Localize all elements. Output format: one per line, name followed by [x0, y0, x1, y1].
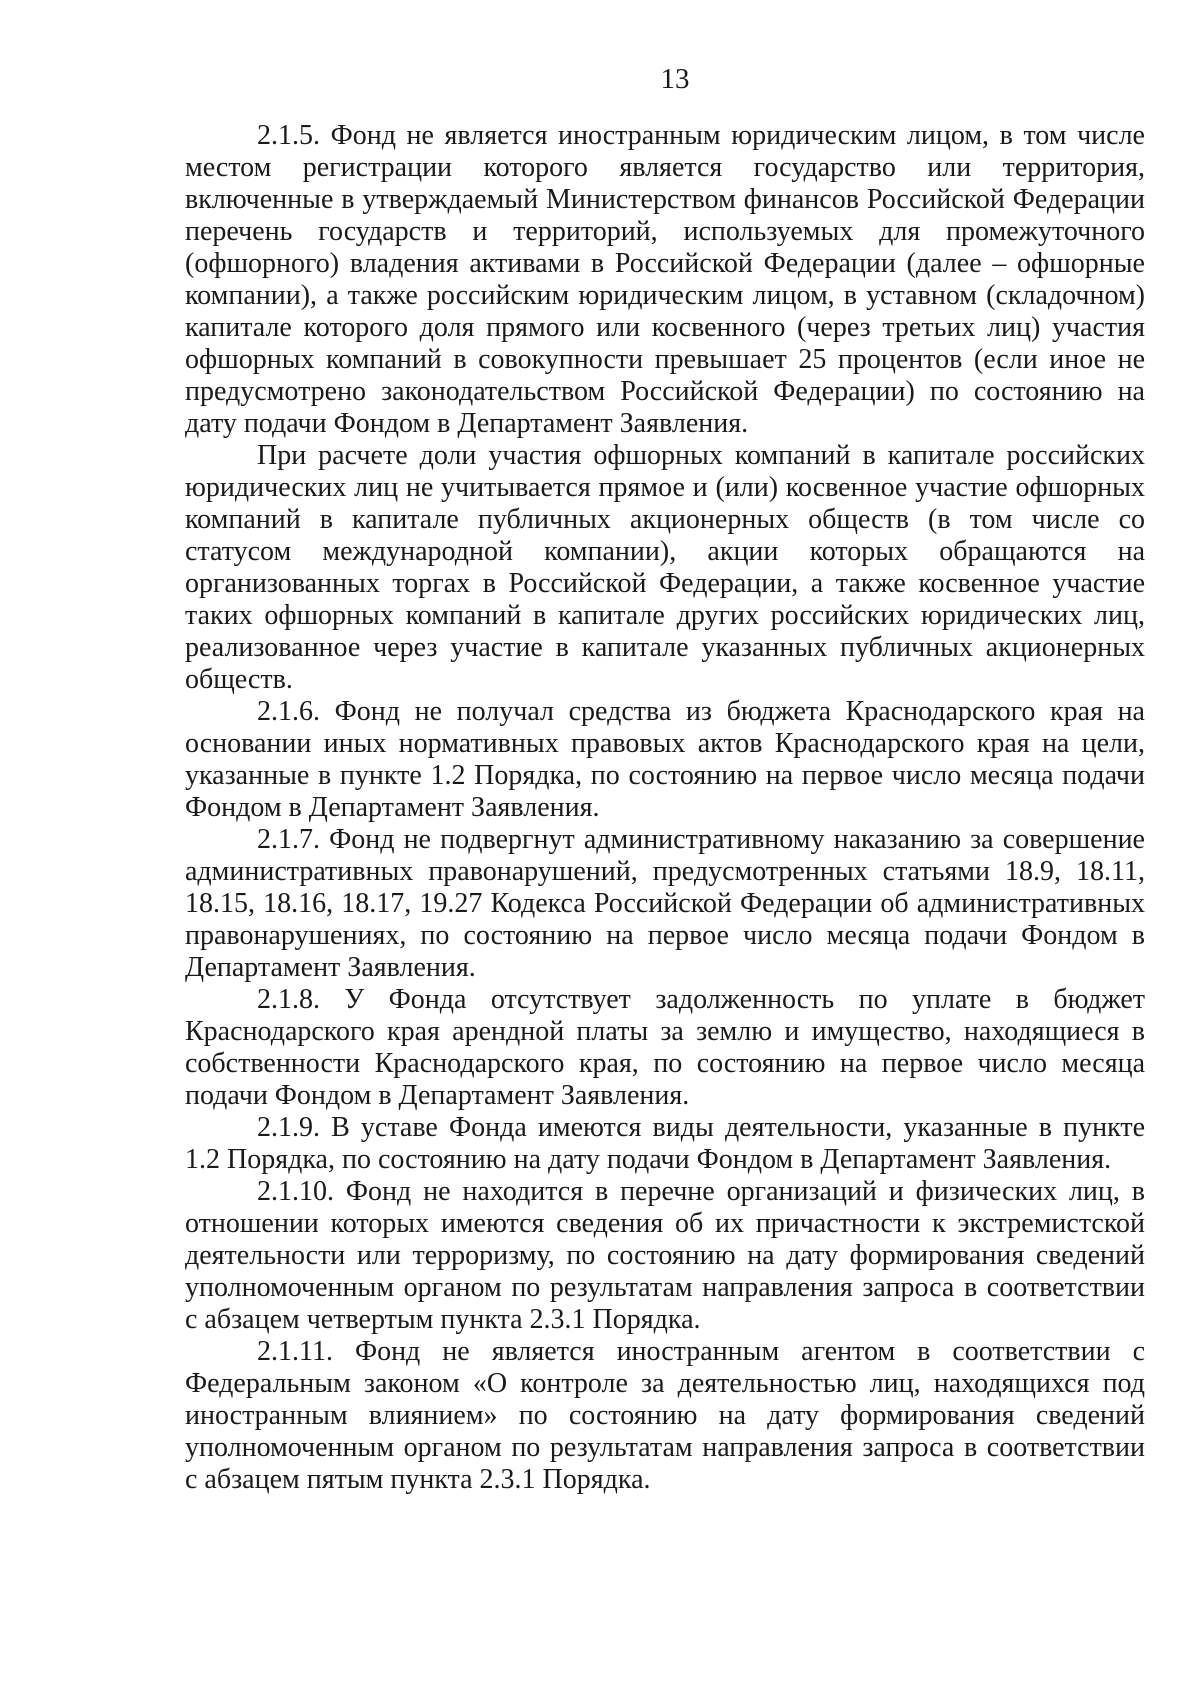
paragraph-2-1-11: 2.1.11. Фонд не является иностранным агентом в соответствии с Федеральным законом «О контроле за деятельностью лиц, находящихся под иностранным влиянием» по состоянию на дату формирования сведений уполномоченным органом по результатам направления запроса в соответствии с абзацем пятым пункта 2.3.1 Порядка. [185, 1336, 1145, 1495]
paragraph-2-1-7: 2.1.7. Фонд не подвергнут административному наказанию за совершение административных правонарушений, предусмотренных статьями 18.9, 18.11, 18.15, 18.16, 18.17, 19.27 Кодекса Российской Федерации об административных правонарушениях, по состоянию на первое число месяца подачи Фондом в Департамент Заявления. [185, 824, 1145, 983]
document-body [185, 120, 1145, 1496]
paragraph-2-1-10: 2.1.10. Фонд не находится в перечне организаций и физических лиц, в отношении которых имеются сведения об их причастности к экстремистской деятельности или терроризму, по состоянию на дату формирования сведений уполномоченным органом по результатам направления запроса в соответствии с абзацем четвертым пункта 2.3.1 Порядка. [185, 1176, 1145, 1335]
paragraph-2-1-8: 2.1.8. У Фонда отсутствует задолженность по уплате в бюджет Краснодарского края арендной платы за землю и имущество, находящиеся в собственности Краснодарского края, по состоянию на первое число месяца подачи Фондом в Департамент Заявления. [185, 984, 1145, 1111]
paragraph-2-1-5: 2.1.5. Фонд не является иностранным юридическим лицом, в том числе местом регистрации которого является государство или территория, включенные в утверждаемый Министерством финансов Российской Федерации перечень государств и территорий, используемых для промежуточного (офшорного) владения активами в Российской Федерации (далее – офшорные компании), а также российским юридическим лицом, в уставном (складочном) капитале которого доля прямого или косвенного (через третьих лиц) участия офшорных компаний в совокупности превышает 25 процентов (если иное не предусмотрено законодательством Российской Федерации) по состоянию на дату подачи Фондом в Департамент Заявления. [185, 120, 1145, 439]
paragraph-2-1-9: 2.1.9. В уставе Фонда имеются виды деятельности, указанные в пункте 1.2 Порядка, по состоянию на дату подачи Фондом в Департамент Заявления. [185, 1112, 1145, 1175]
paragraph-offshore-share-calculation: При расчете доли участия офшорных компаний в капитале российских юридических лиц не учитывается прямое и (или) косвенное участие офшорных компаний в капитале публичных акционерных обществ (в том числе со статусом международной компании), акции которых обращаются на организованных торгах в Российской Федерации, а также косвенное участие таких офшорных компаний в капитале других российских юридических лиц, реализованное через участие в капитале указанных публичных акционерных обществ. [185, 440, 1145, 695]
paragraph-2-1-6: 2.1.6. Фонд не получал средства из бюджета Краснодарского края на основании иных нормативных правовых актов Краснодарского края на цели, указанные в пункте 1.2 Порядка, по состоянию на первое число месяца подачи Фондом в Департамент Заявления. [185, 696, 1145, 823]
page-number: 13 [660, 63, 690, 95]
